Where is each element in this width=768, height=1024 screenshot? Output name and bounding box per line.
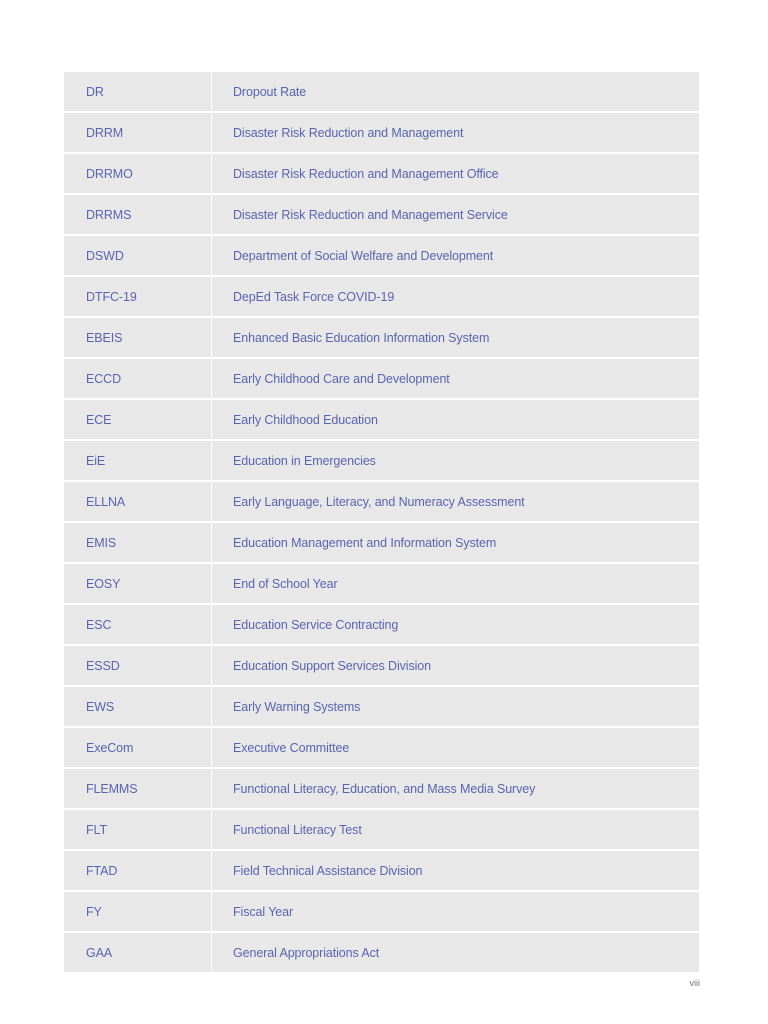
abbreviation-cell: DSWD bbox=[64, 235, 212, 276]
abbreviation-cell: DR bbox=[64, 72, 212, 112]
abbreviation-cell: EMIS bbox=[64, 522, 212, 563]
table-row bbox=[64, 891, 699, 932]
abbreviation-cell: DRRM bbox=[64, 112, 212, 153]
meaning-cell: Education Service Contracting bbox=[212, 604, 700, 645]
table-row bbox=[64, 399, 699, 440]
abbreviation-cell: EiE bbox=[64, 440, 212, 481]
meaning-cell: Education Management and Information System bbox=[212, 522, 700, 563]
table-row bbox=[64, 112, 699, 153]
meaning-cell: Education in Emergencies bbox=[212, 440, 700, 481]
meaning-cell: Functional Literacy Test bbox=[212, 809, 700, 850]
abbreviation-cell: DRRMS bbox=[64, 194, 212, 235]
abbreviation-cell: DRRMO bbox=[64, 153, 212, 194]
meaning-cell: Executive Committee bbox=[212, 727, 700, 768]
abbreviation-cell: DTFC-19 bbox=[64, 276, 212, 317]
meaning-cell: Dropout Rate bbox=[212, 72, 700, 112]
table-row bbox=[64, 481, 699, 522]
abbreviation-cell: EWS bbox=[64, 686, 212, 727]
meaning-cell: Early Warning Systems bbox=[212, 686, 700, 727]
meaning-cell: Education Support Services Division bbox=[212, 645, 700, 686]
meaning-cell: Enhanced Basic Education Information System bbox=[212, 317, 700, 358]
page-number: viii bbox=[689, 978, 700, 988]
meaning-cell: Early Language, Literacy, and Numeracy Assessment bbox=[212, 481, 700, 522]
abbreviations-table bbox=[64, 72, 699, 974]
meaning-cell: General Appropriations Act bbox=[212, 932, 700, 973]
abbreviation-cell: FTAD bbox=[64, 850, 212, 891]
abbreviation-cell: FLEMMS bbox=[64, 768, 212, 809]
abbreviation-cell: ELLNA bbox=[64, 481, 212, 522]
meaning-cell: DepEd Task Force COVID-19 bbox=[212, 276, 700, 317]
abbreviation-cell: ESSD bbox=[64, 645, 212, 686]
table-row bbox=[64, 932, 699, 973]
abbreviation-cell: ECCD bbox=[64, 358, 212, 399]
abbreviation-cell: FLT bbox=[64, 809, 212, 850]
meaning-cell: Disaster Risk Reduction and Management bbox=[212, 112, 700, 153]
meaning-cell: Early Childhood Care and Development bbox=[212, 358, 700, 399]
table-row bbox=[64, 563, 699, 604]
abbreviation-cell: ESC bbox=[64, 604, 212, 645]
meaning-cell: Fiscal Year bbox=[212, 891, 700, 932]
meaning-cell: Department of Social Welfare and Development bbox=[212, 235, 700, 276]
table-row bbox=[64, 522, 699, 563]
abbreviations-table-body bbox=[64, 72, 699, 973]
meaning-cell: Disaster Risk Reduction and Management Office bbox=[212, 153, 700, 194]
meaning-cell: End of School Year bbox=[212, 563, 700, 604]
table-row bbox=[64, 686, 699, 727]
table-row bbox=[64, 235, 699, 276]
table-row bbox=[64, 727, 699, 768]
table-row bbox=[64, 153, 699, 194]
table-row bbox=[64, 72, 699, 112]
meaning-cell: Field Technical Assistance Division bbox=[212, 850, 700, 891]
table-row bbox=[64, 440, 699, 481]
table-row bbox=[64, 850, 699, 891]
table-row bbox=[64, 317, 699, 358]
table-row bbox=[64, 768, 699, 809]
table-row bbox=[64, 604, 699, 645]
table-row bbox=[64, 809, 699, 850]
abbreviation-cell: ExeCom bbox=[64, 727, 212, 768]
table-row bbox=[64, 194, 699, 235]
abbreviation-cell: FY bbox=[64, 891, 212, 932]
meaning-cell: Functional Literacy, Education, and Mass Media Survey bbox=[212, 768, 700, 809]
table-row bbox=[64, 358, 699, 399]
meaning-cell: Early Childhood Education bbox=[212, 399, 700, 440]
abbreviation-cell: EBEIS bbox=[64, 317, 212, 358]
abbreviation-cell: GAA bbox=[64, 932, 212, 973]
table-row bbox=[64, 645, 699, 686]
abbreviation-cell: EOSY bbox=[64, 563, 212, 604]
meaning-cell: Disaster Risk Reduction and Management Service bbox=[212, 194, 700, 235]
table-row bbox=[64, 276, 699, 317]
abbreviation-cell: ECE bbox=[64, 399, 212, 440]
